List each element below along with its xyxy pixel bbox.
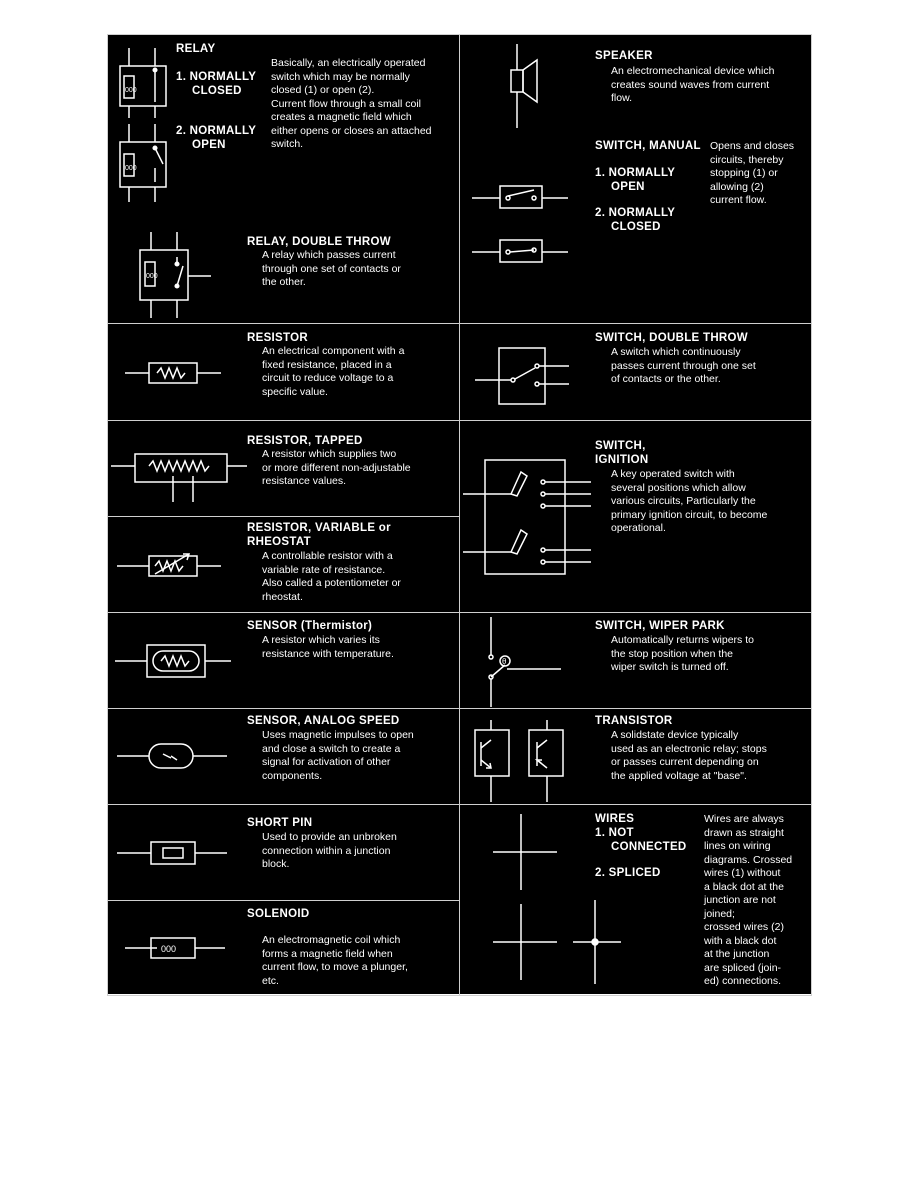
- wires-desc-line: crossed wires (2): [704, 921, 784, 933]
- relay-description: [271, 57, 432, 152]
- relay-option-1-line1: 1. NORMALLY: [176, 71, 257, 83]
- switch-ignition-description: [611, 468, 767, 536]
- relay-desc-line: creates a magnetic field which: [271, 111, 412, 123]
- transistor-desc-line: used as an electronic relay; stops: [611, 742, 767, 755]
- solenoid-desc-line: etc.: [262, 974, 279, 987]
- relay-desc-line: either opens or closes an attached: [271, 124, 432, 137]
- resistor-tapped-desc-line: resistance values.: [262, 475, 347, 487]
- sensor-thermistor-desc-line: A resistor which varies its: [262, 634, 380, 646]
- wires-title: WIRES: [595, 813, 635, 825]
- coil-label: 000: [125, 87, 137, 94]
- sensor-analog-speed-title: SENSOR, ANALOG SPEED: [247, 715, 400, 727]
- switch-manual-option-1: [595, 167, 675, 194]
- wires-desc-line: with a black dot: [704, 934, 777, 947]
- speaker-symbol: [507, 44, 543, 128]
- resistor-description: [262, 345, 404, 399]
- resistor-variable-desc-line: A controllable resistor with a: [262, 550, 393, 562]
- resistor-variable-desc-line: variable rate of resistance.: [262, 563, 386, 576]
- switch-manual-desc-line: current flow.: [710, 194, 767, 206]
- speaker-desc-line: flow.: [611, 92, 633, 104]
- wires-desc-line: Wires are always: [704, 813, 784, 825]
- switch-wiper-desc-line: the stop position when the: [611, 647, 734, 660]
- resistor-variable-description: [262, 550, 401, 604]
- wires-option-1: [595, 827, 687, 854]
- speaker-description: [611, 65, 774, 106]
- switch-ignition-symbol: [463, 458, 591, 578]
- sensor-thermistor-symbol: [115, 641, 231, 679]
- speaker-desc-line: An electromechanical device which: [611, 65, 775, 77]
- resistor-tapped-title: RESISTOR, TAPPED: [247, 435, 363, 447]
- wires-desc-line: drawn as straight: [704, 826, 784, 839]
- resistor-variable-title-line1: RESISTOR, VARIABLE or: [247, 522, 391, 534]
- resistor-title: RESISTOR: [247, 332, 308, 344]
- relay-desc-line: closed (1) or open (2).: [271, 84, 375, 96]
- switch-manual-description: [710, 140, 794, 208]
- sensor-speed-desc-line: Uses magnetic impulses to open: [262, 729, 414, 741]
- speaker-desc-line: creates sound waves from current: [611, 78, 770, 91]
- resistor-variable-symbol: [117, 550, 221, 578]
- switch-ignition-desc-line: operational.: [611, 522, 666, 534]
- transistor-pnp-symbol: [525, 720, 565, 802]
- relay-double-desc-line: A relay which passes current: [262, 249, 396, 261]
- short-pin-symbol: [117, 840, 227, 866]
- sensor-speed-desc-line: signal for activation of other: [262, 756, 391, 768]
- resistor-tapped-symbol: [111, 452, 247, 502]
- relay-option-2-line2: OPEN: [192, 138, 226, 151]
- relay-double-throw-symbol: [135, 232, 213, 320]
- switch-manual-desc-line: allowing (2): [710, 180, 764, 193]
- switch-manual-desc-line: Opens and closes: [710, 140, 795, 152]
- resistor-variable-title: [247, 522, 391, 549]
- sensor-thermistor-desc-line: resistance with temperature.: [262, 647, 394, 660]
- switch-manual-desc-line: circuits, thereby: [710, 153, 784, 166]
- relay-option-2-line1: 2. NORMALLY: [176, 125, 257, 137]
- resistor-desc-line: circuit to reduce voltage to a: [262, 372, 394, 384]
- wires-desc-line: junction are not: [704, 894, 776, 906]
- switch-ignition-desc-line: various circuits, Particularly the: [611, 495, 756, 507]
- relay-desc-line: Basically, an electrically operated: [271, 57, 426, 69]
- switch-ignition-title-line1: SWITCH,: [595, 440, 646, 452]
- relay-normally-open-symbol: [115, 124, 171, 204]
- wires-spliced-crossed-symbol: [493, 904, 557, 980]
- switch-ignition-desc-line: several positions which allow: [611, 481, 746, 494]
- switch-manual-title: SWITCH, MANUAL: [595, 140, 701, 152]
- switch-double-desc-line: passes current through one set: [611, 359, 756, 372]
- relay-desc-line: switch which may be normally: [271, 70, 410, 83]
- relay-option-1-line2: CLOSED: [192, 84, 242, 97]
- short-pin-description: [262, 831, 397, 872]
- short-pin-desc-line: Used to provide an unbroken: [262, 831, 397, 843]
- wires-not-connected-symbol: [493, 814, 557, 890]
- relay-double-throw-description: [262, 249, 401, 290]
- symbol-legend-sheet: [106, 33, 812, 995]
- switch-manual-option-1-line2: OPEN: [611, 180, 645, 193]
- sensor-analog-speed-symbol: [117, 742, 227, 770]
- switch-double-desc-line: of contacts or the other.: [611, 373, 721, 385]
- switch-wiper-desc-line: wiper switch is turned off.: [611, 661, 729, 673]
- resistor-symbol: [125, 361, 221, 385]
- solenoid-title: SOLENOID: [247, 908, 310, 920]
- resistor-desc-line: fixed resistance, placed in a: [262, 358, 392, 371]
- switch-wiper-park-symbol: [483, 617, 563, 707]
- relay-desc-line: Current flow through a small coil: [271, 97, 421, 110]
- resistor-desc-line: specific value.: [262, 385, 328, 398]
- resistor-tapped-description: [262, 448, 411, 489]
- wires-desc-line: ed) connections.: [704, 975, 782, 987]
- sensor-thermistor-description: [262, 634, 394, 661]
- wires-option-1-line1: 1. NOT: [595, 827, 634, 839]
- wires-desc-line: a black dot at the: [704, 880, 784, 893]
- switch-manual-desc-line: stopping (1) or: [710, 167, 778, 179]
- wires-desc-line: joined;: [704, 907, 735, 920]
- switch-manual-option-2: [595, 207, 675, 234]
- wires-description: [704, 813, 792, 989]
- sensor-thermistor-title: SENSOR (Thermistor): [247, 620, 373, 632]
- coil-label: 000: [146, 273, 158, 280]
- switch-wiper-park-title: SWITCH, WIPER PARK: [595, 620, 725, 632]
- solenoid-desc-line: current flow, to move a plunger,: [262, 961, 408, 973]
- relay-desc-line: switch.: [271, 138, 304, 150]
- wires-desc-line: wires (1) without: [704, 867, 781, 879]
- relay-double-throw-title: RELAY, DOUBLE THROW: [247, 236, 391, 248]
- switch-ignition-title-line2: IGNITION: [595, 453, 649, 466]
- resistor-desc-line: An electrical component with a: [262, 345, 405, 357]
- relay-title: RELAY: [176, 43, 216, 55]
- switch-ignition-title: [595, 440, 649, 467]
- resistor-tapped-desc-line: A resistor which supplies two: [262, 448, 397, 460]
- solenoid-description: [262, 934, 408, 988]
- sensor-speed-desc-line: components.: [262, 769, 323, 782]
- resistor-variable-desc-line: rheostat.: [262, 590, 303, 603]
- switch-ignition-desc-line: primary ignition circuit, to become: [611, 508, 768, 521]
- transistor-desc-line: A solidstate device typically: [611, 729, 739, 741]
- transistor-desc-line: or passes current depending on: [611, 756, 759, 768]
- resistor-tapped-desc-line: or more different non-adjustable: [262, 461, 411, 474]
- switch-double-desc-line: A switch which continuously: [611, 346, 741, 358]
- relay-option-1: [176, 71, 256, 98]
- transistor-desc-line: the applied voltage at "base".: [611, 769, 747, 782]
- wires-desc-line: at the junction: [704, 948, 770, 960]
- wires-option-1-line2: CONNECTED: [611, 840, 687, 853]
- switch-wiper-park-description: [611, 634, 754, 675]
- speaker-title: SPEAKER: [595, 50, 653, 62]
- sensor-analog-speed-description: [262, 729, 414, 783]
- wires-option-2: 2. SPLICED: [595, 867, 661, 879]
- relay-option-2: [176, 125, 256, 152]
- short-pin-title: SHORT PIN: [247, 817, 313, 829]
- resistor-variable-title-line2: RHEOSTAT: [247, 535, 311, 548]
- solenoid-desc-line: forms a magnetic field when: [262, 947, 393, 960]
- coil-label: 000: [161, 944, 177, 954]
- sensor-speed-desc-line: and close a switch to create a: [262, 742, 401, 755]
- resistor-variable-desc-line: Also called a potentiometer or: [262, 577, 401, 589]
- transistor-description: [611, 729, 767, 783]
- switch-double-throw-title: SWITCH, DOUBLE THROW: [595, 332, 748, 344]
- transistor-npn-symbol: [473, 720, 513, 802]
- switch-manual-normally-open-symbol: [472, 184, 568, 210]
- wires-desc-line: diagrams. Crossed: [704, 853, 793, 866]
- wires-spliced-dot-symbol: [573, 900, 621, 984]
- switch-wiper-desc-line: Automatically returns wipers to: [611, 634, 754, 646]
- relay-double-desc-line: through one set of contacts or: [262, 262, 401, 275]
- relay-normally-closed-symbol: [115, 48, 171, 118]
- switch-manual-option-2-line1: 2. NORMALLY: [595, 207, 676, 219]
- wires-desc-line: are spliced (join-: [704, 961, 782, 974]
- switch-manual-option-2-line2: CLOSED: [611, 220, 661, 233]
- switch-manual-option-1-line1: 1. NORMALLY: [595, 167, 676, 179]
- switch-double-throw-symbol: [475, 342, 571, 412]
- wiper-marker: θ: [502, 657, 507, 666]
- solenoid-symbol: [125, 936, 225, 958]
- transistor-title: TRANSISTOR: [595, 715, 673, 727]
- wires-desc-line: lines on wiring: [704, 840, 771, 852]
- switch-manual-normally-closed-symbol: [472, 238, 568, 264]
- switch-ignition-desc-line: A key operated switch with: [611, 468, 735, 480]
- relay-double-desc-line: the other.: [262, 276, 306, 288]
- short-pin-desc-line: block.: [262, 858, 290, 870]
- solenoid-desc-line: An electromagnetic coil which: [262, 934, 401, 946]
- short-pin-desc-line: connection within a junction: [262, 844, 391, 857]
- coil-label: 000: [125, 165, 137, 172]
- switch-double-throw-description: [611, 346, 756, 387]
